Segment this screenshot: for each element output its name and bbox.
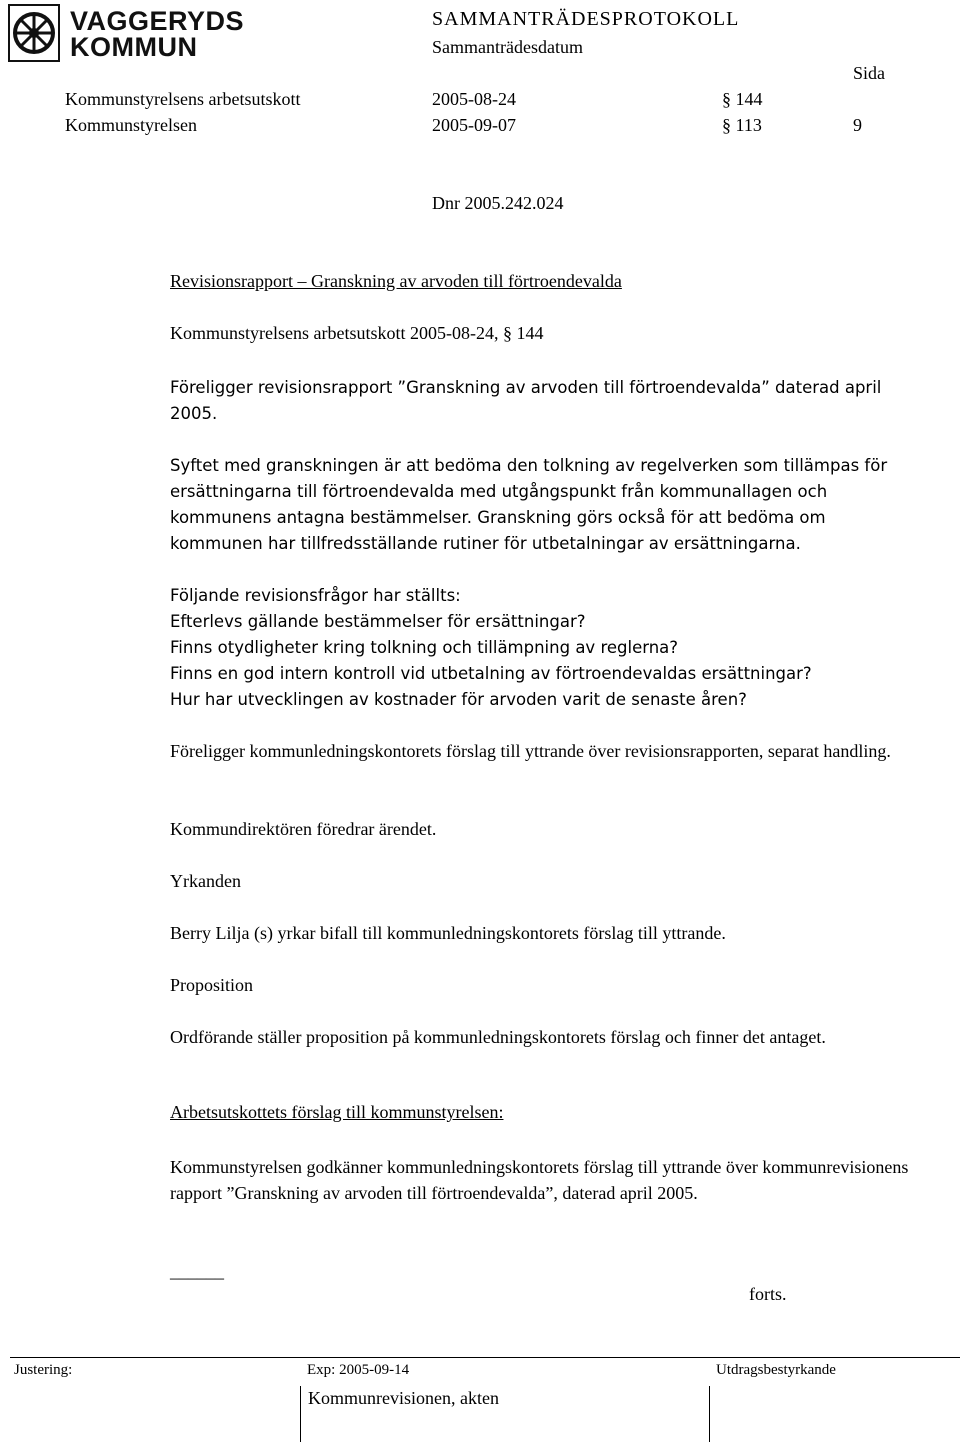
- municipality-logo: [8, 4, 245, 64]
- page-label: Sida: [853, 63, 886, 83]
- page-number: 9: [853, 115, 862, 135]
- reference-line: Kommunstyrelsens arbetsutskott 2005-08-24, § 144: [170, 323, 544, 343]
- continued-marker: forts.: [749, 1284, 787, 1304]
- footer-divider: [10, 1357, 960, 1358]
- header-body-2: Kommunstyrelsen: [65, 115, 197, 135]
- logo-wordmark: VAGGERYDS KOMMUN: [70, 6, 245, 62]
- question-item: Hur har utvecklingen av kostnader för arvoden varit de senaste åren?: [170, 690, 747, 709]
- wheel-crest-icon: [8, 4, 60, 62]
- header-section-1: § 144: [722, 89, 763, 109]
- footer-column-divider-right: [709, 1386, 710, 1442]
- header-section-2: § 113: [722, 115, 762, 135]
- meeting-date-label: Sammanträdesdatum: [432, 37, 583, 57]
- dnr: Dnr 2005.242.024: [432, 193, 564, 213]
- au-heading: Arbetsutskottets förslag till kommunstyrelsen:: [170, 1102, 504, 1122]
- header-date-2: 2005-09-07: [432, 115, 516, 135]
- header-date-1: 2005-08-24: [432, 89, 516, 109]
- protocol-title: SAMMANTRÄDESPROTOKOLL: [432, 8, 740, 30]
- intro-paragraph: Föreligger revisionsrapport ”Granskning av arvoden till förtroendevalda” daterad april 2005.: [170, 378, 882, 423]
- distribution-recipient: Kommunrevisionen, akten: [308, 1388, 499, 1408]
- proposition-paragraph: Ordförande ställer proposition på kommunledningskontorets förslag och finner det antaget.: [170, 1027, 826, 1047]
- questions-intro: Följande revisionsfrågor har ställts:: [170, 586, 461, 605]
- question-item: Finns otydligheter kring tolkning och tillämpning av reglerna?: [170, 638, 679, 657]
- certification-label: Utdragsbestyrkande: [716, 1362, 836, 1378]
- au-proposal-paragraph: Kommunstyrelsen godkänner kommunledningskontorets förslag till yttrande över kommunrevisionens rapport ”Granskning av arvoden till förtroendevalda”, daterad april 2005.: [170, 1157, 909, 1203]
- header-body-1: Kommunstyrelsens arbetsutskott: [65, 89, 301, 109]
- expedition-date: Exp: 2005-09-14: [307, 1362, 410, 1378]
- presenter-line: Kommundirektören föredrar ärendet.: [170, 819, 437, 839]
- question-item: Finns en god intern kontroll vid utbetalning av förtroendevaldas ersättningar?: [170, 664, 812, 683]
- document-title: Revisionsrapport – Granskning av arvoden till förtroendevalda: [170, 271, 622, 291]
- yrkanden-paragraph: Berry Lilja (s) yrkar bifall till kommunledningskontorets förslag till yttrande.: [170, 923, 726, 943]
- separator-line: ______: [170, 1261, 224, 1281]
- proposal-document-paragraph: Föreligger kommunledningskontorets förslag till yttrande över revisionsrapporten, separat handling.: [170, 741, 891, 761]
- question-item: Efterlevs gällande bestämmelser för ersättningar?: [170, 612, 586, 631]
- justering-label: Justering:: [14, 1362, 73, 1378]
- footer-column-divider-left: [300, 1386, 301, 1442]
- questions-block: [170, 583, 910, 713]
- proposition-heading: Proposition: [170, 975, 254, 995]
- yrkanden-heading: Yrkanden: [170, 871, 241, 891]
- purpose-paragraph: Syftet med granskningen är att bedöma den tolkning av regelverken som tillämpas för ersättningarna till förtroendevalda med utgångspunkt från kommunallagen och kommunens antagna bestämmelser. Granskning görs också för att bedöma om kommunen har tillfredsställande rutiner för utbetalningar av ersättningarna.: [170, 456, 888, 553]
